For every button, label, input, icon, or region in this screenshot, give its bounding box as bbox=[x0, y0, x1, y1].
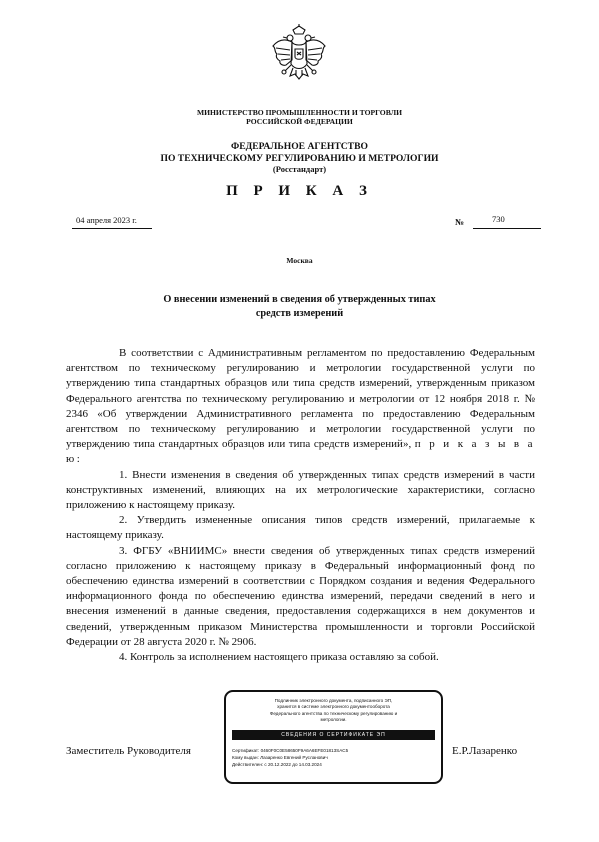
ministry-line-2: РОССИЙСКОЙ ФЕДЕРАЦИИ bbox=[246, 117, 353, 126]
stamp-certificate-info bbox=[232, 747, 437, 769]
agency-line-1: ФЕДЕРАЛЬНОЕ АГЕНТСТВО bbox=[231, 141, 368, 152]
date-underline bbox=[72, 228, 152, 229]
paragraph-item-1: 1. Внести изменения в сведения об утвержденных типах средств измерений в части конструктивных изменений, влияющих на их метрологические характеристики, согласно приложению к настоящему приказу. bbox=[66, 468, 535, 512]
document-body bbox=[66, 346, 535, 665]
stamp-notice-line-4: метрологии. bbox=[320, 717, 347, 723]
ministry-line-1: МИНИСТЕРСТВО ПРОМЫШЛЕННОСТИ И ТОРГОВЛИ bbox=[196, 108, 403, 117]
order-date: 04 апреля 2023 г. bbox=[76, 215, 137, 225]
heading-line-2: средств измерений bbox=[255, 308, 344, 319]
signatory-position: Заместитель Руководителя bbox=[66, 745, 191, 757]
ministry-name bbox=[0, 108, 599, 126]
paragraph-item-3: 3. ФГБУ «ВНИИМС» внести сведения об утвержденных типах средств измерений согласно приложению к настоящему приказу в Федеральный информационный фонд по обеспечению единства измерений в соответствии с Порядком создания и ведения Федерального информационного фонда по обеспечению единства измерений, передачи сведений в него и внесения изменений в данные сведения, предоставления содержащихся в нем документов и сведений, утвержденным приказом Министерства промышленности и торговли Российской Федерации от 28 августа 2020 г. № 2906. bbox=[66, 544, 535, 648]
paragraph-item-2: 2. Утвердить измененные описания типов средств измерений, прилагаемые к настоящему приказу. bbox=[66, 514, 535, 542]
stamp-certificate-serial: Сертификат: 0460F0C0E58650F9A6A6EFE01813SAC5 bbox=[232, 748, 349, 753]
stamp-notice-line-1: Подлинник электронного документа, подписанного ЭП, bbox=[274, 698, 393, 703]
agency-line-2: ПО ТЕХНИЧЕСКОМУ РЕГУЛИРОВАНИЮ И МЕТРОЛОГИИ bbox=[160, 152, 439, 164]
order-word: п р и к а з ы в а ю: bbox=[66, 438, 536, 466]
agency-line-3: (Росстандарт) bbox=[272, 164, 327, 174]
heading-line-1: О внесении изменений в сведения об утвержденных типах bbox=[163, 294, 436, 305]
city-name: Москва bbox=[286, 256, 313, 265]
stamp-notice-line-2: хранится в системе электронного документооборота bbox=[277, 704, 390, 710]
document-heading bbox=[0, 293, 599, 321]
order-number: 730 bbox=[492, 214, 505, 224]
preamble-text: В соответствии с Административным регламентом по предоставлению Федеральным агентством по техническому регулированию и метрологии государственной услуги по утверждению типа стандартных образцов или типа средств измерений, утвержденным приказом Федерального агентства по техническому регулированию и метрологии от 12 ноября 2018 г. № 2346 «Об утверждении Административного регламента по предоставлению Федеральным агентством по техническому регулированию и метрологии государственной услуги по утверждению типа стандартных образцов или типа средств измерений», bbox=[66, 347, 535, 451]
agency-name bbox=[0, 141, 599, 176]
number-underline bbox=[473, 228, 541, 229]
stamp-issued-to: Кому выдан: Лазаренко Евгений Русланович bbox=[232, 755, 328, 761]
paragraph-preamble bbox=[66, 346, 535, 468]
stamp-validity: Действителен: с 20.12.2022 до 14.03.2024 bbox=[232, 762, 322, 768]
number-sign: № bbox=[455, 217, 465, 227]
coat-of-arms-emblem-icon bbox=[270, 24, 328, 84]
signatory-name: Е.Р.Лазаренко bbox=[452, 745, 518, 757]
electronic-signature-stamp bbox=[224, 690, 443, 784]
paragraph-item-4: 4. Контроль за исполнением настоящего приказа оставляю за собой. bbox=[119, 651, 439, 664]
stamp-notice-line-3: Федерального агентства по техническому регулированию и bbox=[269, 710, 398, 716]
document-title: П Р И К А З bbox=[226, 183, 373, 199]
stamp-notice bbox=[232, 698, 435, 724]
stamp-certificate-bar: СВЕДЕНИЯ О СЕРТИФИКАТЕ ЭП bbox=[232, 730, 435, 740]
